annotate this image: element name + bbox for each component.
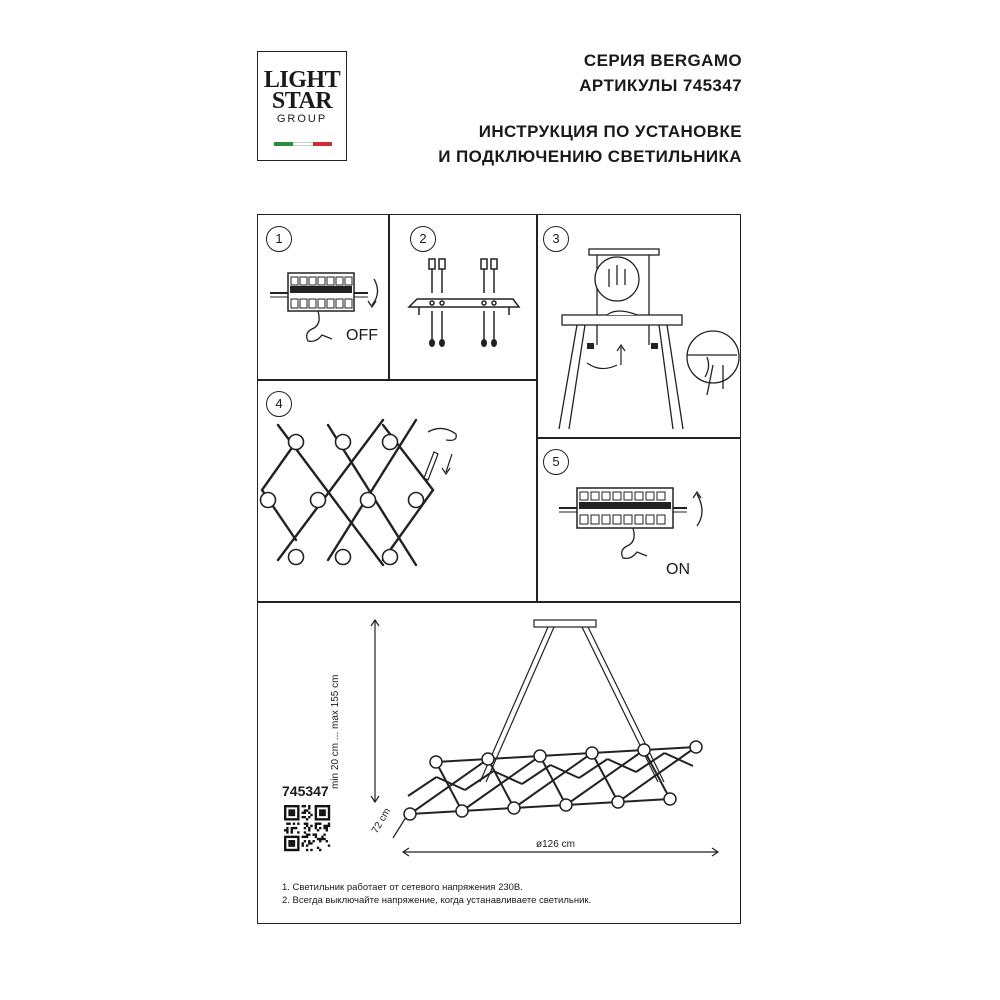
qr-module — [286, 831, 288, 833]
qr-module — [308, 812, 310, 814]
qr-module — [310, 825, 312, 827]
qr-module — [291, 840, 293, 842]
qr-module — [295, 805, 297, 807]
qr-module — [295, 818, 297, 820]
qr-module — [284, 807, 286, 809]
qr-module — [288, 840, 290, 842]
qr-module — [286, 823, 288, 825]
qr-module — [315, 805, 317, 807]
series-title: СЕРИЯ BERGAMO — [583, 51, 742, 70]
qr-module — [315, 809, 317, 811]
qr-module — [293, 805, 295, 807]
qr-module — [293, 849, 295, 851]
qr-module — [328, 825, 330, 827]
qr-module — [326, 827, 328, 829]
qr-module — [288, 812, 290, 814]
qr-module — [295, 827, 297, 829]
flag-red — [313, 142, 332, 146]
qr-module — [321, 805, 323, 807]
lattice-rod — [410, 811, 462, 814]
qr-module — [284, 812, 286, 814]
qr-module — [304, 812, 306, 814]
qr-module — [284, 818, 286, 820]
qr-module — [304, 836, 306, 838]
qr-module — [328, 814, 330, 816]
qr-module — [293, 840, 295, 842]
qr-module — [291, 844, 293, 846]
qr-module — [291, 836, 293, 838]
qr-module — [319, 805, 321, 807]
step-number-1: 1 — [266, 226, 292, 252]
qr-module — [328, 823, 330, 825]
qr-module — [321, 809, 323, 811]
qr-module — [326, 805, 328, 807]
lattice-rod — [618, 799, 670, 802]
qr-module — [288, 844, 290, 846]
qr-module — [295, 849, 297, 851]
qr-module — [323, 809, 325, 811]
qr-module — [308, 805, 310, 807]
qr-module — [326, 829, 328, 831]
qr-module — [319, 818, 321, 820]
qr-module — [291, 829, 293, 831]
qr-module — [302, 812, 304, 814]
note-1: 1. Светильник работает от сетевого напряжения 230В. — [282, 882, 523, 893]
qr-module — [288, 809, 290, 811]
instruction-title-line-2: И ПОДКЛЮЧЕНИЮ СВЕТИЛЬНИКА — [438, 147, 742, 166]
qr-module — [308, 842, 310, 844]
on-label: ON — [666, 561, 690, 578]
qr-module — [326, 818, 328, 820]
qr-module — [319, 840, 321, 842]
lattice-rod — [436, 759, 488, 762]
lattice-rod — [465, 771, 494, 790]
qr-module — [306, 836, 308, 838]
qr-module — [306, 844, 308, 846]
qr-module — [315, 836, 317, 838]
qr-module — [312, 840, 314, 842]
model-number: 745347 — [282, 783, 329, 799]
light-globe — [638, 744, 650, 756]
qr-module — [291, 805, 293, 807]
qr-module — [284, 840, 286, 842]
qr-module — [286, 836, 288, 838]
qr-module — [284, 836, 286, 838]
light-globe — [664, 793, 676, 805]
qr-module — [310, 842, 312, 844]
qr-module — [288, 849, 290, 851]
qr-module — [310, 814, 312, 816]
note-2: 2. Всегда выключайте напряжение, когда устанавливаете светильник. — [282, 895, 592, 906]
qr-module — [291, 842, 293, 844]
qr-module — [304, 840, 306, 842]
qr-module — [323, 827, 325, 829]
qr-module — [304, 816, 306, 818]
qr-module — [317, 829, 319, 831]
qr-module — [297, 805, 299, 807]
qr-module — [306, 833, 308, 835]
qr-module — [295, 836, 297, 838]
qr-module — [291, 809, 293, 811]
instruction-title-line-1: ИНСТРУКЦИЯ ПО УСТАНОВКЕ — [478, 122, 742, 141]
qr-module — [315, 833, 317, 835]
qr-module — [319, 849, 321, 851]
qr-module — [286, 829, 288, 831]
qr-module — [291, 831, 293, 833]
qr-module — [297, 809, 299, 811]
step-number-3: 3 — [543, 226, 569, 252]
qr-module — [328, 812, 330, 814]
light-globe — [560, 799, 572, 811]
qr-module — [319, 838, 321, 840]
qr-module — [291, 827, 293, 829]
qr-module — [323, 838, 325, 840]
qr-module — [284, 838, 286, 840]
qr-module — [288, 823, 290, 825]
qr-module — [302, 842, 304, 844]
qr-module — [293, 823, 295, 825]
article-number: АРТИКУЛЫ 745347 — [579, 76, 742, 95]
qr-module — [319, 827, 321, 829]
height-dimension: min 20 cm ... max 155 cm — [330, 674, 341, 789]
qr-module — [284, 849, 286, 851]
lattice-rod — [592, 750, 644, 753]
qr-module — [302, 836, 304, 838]
breaker-on-illustration — [537, 438, 742, 601]
qr-module — [323, 818, 325, 820]
lattice-rod — [618, 747, 696, 802]
qr-module — [293, 844, 295, 846]
qr-module — [302, 844, 304, 846]
qr-module — [315, 827, 317, 829]
qr-module — [315, 812, 317, 814]
mesh-assembly-illustration — [258, 380, 536, 601]
qr-module — [284, 829, 286, 831]
italian-flag-stripe — [274, 142, 332, 146]
qr-module — [319, 814, 321, 816]
qr-module — [323, 833, 325, 835]
logo-line-3: GROUP — [276, 113, 328, 125]
qr-module — [297, 836, 299, 838]
qr-module — [297, 823, 299, 825]
qr-module — [317, 818, 319, 820]
qr-module — [297, 812, 299, 814]
flag-green — [274, 142, 293, 146]
qr-module — [328, 807, 330, 809]
qr-module — [293, 836, 295, 838]
light-globe — [430, 756, 442, 768]
qr-module — [315, 818, 317, 820]
qr-module — [286, 827, 288, 829]
qr-module — [297, 807, 299, 809]
qr-module — [306, 818, 308, 820]
qr-module — [328, 816, 330, 818]
qr-module — [297, 840, 299, 842]
qr-module — [293, 818, 295, 820]
qr-module — [293, 814, 295, 816]
qr-module — [284, 809, 286, 811]
qr-module — [323, 825, 325, 827]
light-globe — [456, 805, 468, 817]
qr-module — [291, 849, 293, 851]
qr-module — [297, 849, 299, 851]
lattice-rod — [644, 747, 696, 750]
light-globe — [482, 753, 494, 765]
qr-module — [317, 838, 319, 840]
light-globe — [690, 741, 702, 753]
qr-module — [306, 849, 308, 851]
qr-module — [317, 847, 319, 849]
qr-module — [328, 809, 330, 811]
qr-module — [304, 805, 306, 807]
qr-module — [308, 840, 310, 842]
qr-module — [284, 805, 286, 807]
lattice-rod — [408, 777, 437, 796]
qr-module — [315, 807, 317, 809]
qr-module — [284, 847, 286, 849]
qr-module — [328, 844, 330, 846]
qr-code — [284, 805, 330, 851]
qr-module — [328, 818, 330, 820]
qr-module — [321, 838, 323, 840]
light-globe — [586, 747, 598, 759]
qr-module — [288, 814, 290, 816]
qr-module — [319, 809, 321, 811]
qr-module — [302, 805, 304, 807]
qr-module — [297, 847, 299, 849]
qr-module — [291, 814, 293, 816]
light-globe — [508, 802, 520, 814]
qr-module — [304, 823, 306, 825]
qr-module — [288, 805, 290, 807]
qr-module — [321, 818, 323, 820]
qr-module — [288, 842, 290, 844]
qr-module — [321, 836, 323, 838]
lattice-rod — [540, 753, 592, 756]
qr-module — [297, 816, 299, 818]
qr-module — [319, 812, 321, 814]
qr-module — [323, 812, 325, 814]
qr-module — [308, 807, 310, 809]
qr-module — [284, 814, 286, 816]
logo-line-2: STAR — [271, 88, 333, 114]
qr-module — [321, 814, 323, 816]
qr-module — [297, 818, 299, 820]
step-number-2: 2 — [410, 226, 436, 252]
qr-module — [286, 805, 288, 807]
qr-module — [291, 818, 293, 820]
qr-module — [293, 842, 295, 844]
qr-module — [297, 814, 299, 816]
qr-module — [315, 814, 317, 816]
qr-module — [288, 818, 290, 820]
qr-module — [321, 812, 323, 814]
qr-module — [308, 829, 310, 831]
flag-white — [293, 142, 312, 146]
qr-module — [306, 825, 308, 827]
qr-module — [310, 849, 312, 851]
qr-module — [297, 831, 299, 833]
qr-module — [286, 818, 288, 820]
qr-module — [284, 816, 286, 818]
logo-line-1: LIGHT — [263, 67, 341, 93]
qr-module — [293, 809, 295, 811]
qr-module — [304, 809, 306, 811]
breaker-off-illustration — [258, 215, 388, 379]
qr-module — [319, 823, 321, 825]
lattice-rod — [488, 756, 540, 759]
qr-module — [293, 827, 295, 829]
qr-module — [317, 823, 319, 825]
step-number-5: 5 — [543, 449, 569, 475]
qr-module — [308, 816, 310, 818]
light-globe — [534, 750, 546, 762]
light-globe — [612, 796, 624, 808]
qr-module — [306, 823, 308, 825]
lattice-rod — [566, 802, 618, 805]
qr-module — [306, 809, 308, 811]
qr-module — [323, 805, 325, 807]
qr-module — [304, 827, 306, 829]
light-globe — [404, 808, 416, 820]
lattice-rod — [462, 808, 514, 811]
mounting-bar-screws-illustration — [389, 215, 536, 379]
qr-module — [291, 812, 293, 814]
qr-module — [315, 816, 317, 818]
qr-module — [293, 812, 295, 814]
qr-module — [297, 844, 299, 846]
qr-module — [297, 838, 299, 840]
ceiling-wiring-illustration — [537, 215, 742, 437]
step-number-4: 4 — [266, 391, 292, 417]
qr-module — [288, 836, 290, 838]
qr-module — [326, 840, 328, 842]
qr-module — [315, 823, 317, 825]
qr-module — [308, 827, 310, 829]
qr-module — [323, 814, 325, 816]
qr-module — [315, 825, 317, 827]
qr-module — [302, 816, 304, 818]
qr-module — [284, 844, 286, 846]
qr-module — [297, 842, 299, 844]
qr-module — [317, 805, 319, 807]
qr-module — [308, 833, 310, 835]
qr-module — [286, 849, 288, 851]
qr-module — [312, 833, 314, 835]
qr-module — [284, 842, 286, 844]
instruction-panel — [257, 214, 741, 924]
qr-module — [326, 825, 328, 827]
brand-logo — [257, 51, 347, 161]
width-dimension: ø126 cm — [536, 839, 575, 850]
off-label: OFF — [346, 327, 378, 344]
lattice-rod — [514, 805, 566, 808]
depth-dimension: 72 cm — [370, 806, 394, 836]
qr-module — [328, 805, 330, 807]
qr-module — [304, 831, 306, 833]
